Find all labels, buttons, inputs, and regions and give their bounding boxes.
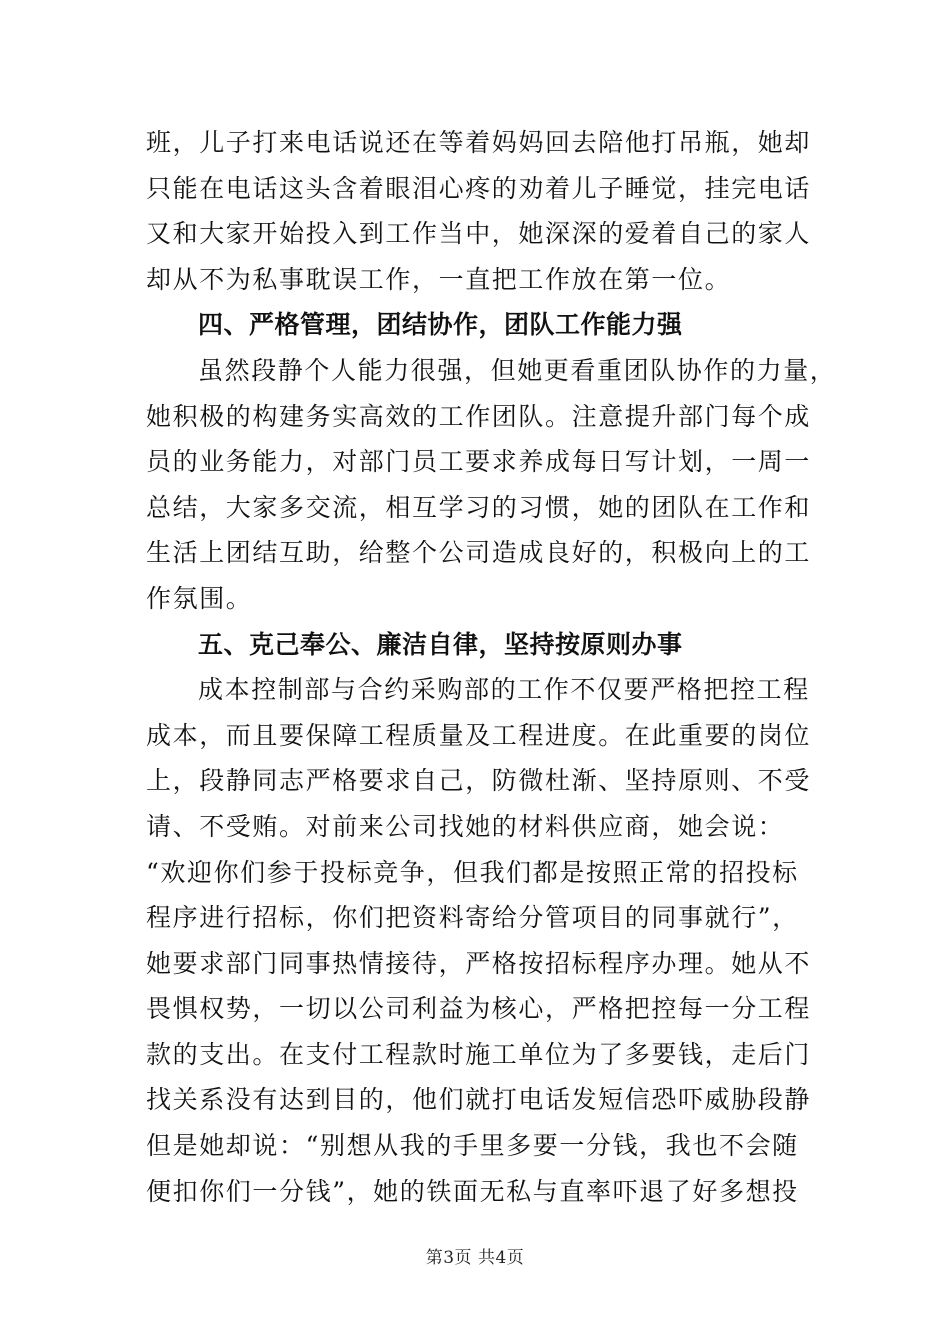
text-line: 程序进行招标，你们把资料寄给分管项目的同事就行”， [146, 903, 799, 933]
text-line: 成本，而且要保障工程质量及工程进度。在此重要的岗位 [146, 720, 812, 750]
text-line: 她要求部门同事热情接待，严格按招标程序办理。她从不 [146, 948, 812, 978]
text-line: 便扣你们一分钱”，她的铁面无私与直率吓退了好多想投 [146, 1176, 799, 1206]
text-line: 生活上团结互助，给整个公司造成良好的，积极向上的工 [146, 538, 812, 568]
section-heading: 四、严格管理，团结协作，团队工作能力强 [198, 310, 683, 340]
text-line: 只能在电话这头含着眼泪心疼的劝着儿子睡觉，挂完电话 [146, 173, 812, 203]
paragraph-first-line: 成本控制部与合约采购部的工作不仅要严格把控工程 [198, 675, 810, 705]
page-footer: 第3页 共4页 [425, 1248, 525, 1268]
text-line: 却从不为私事耽误工作，一直把工作放在第一位。 [146, 264, 732, 294]
text-line: 款的支出。在支付工程款时施工单位为了多要钱，走后门 [146, 1039, 812, 1069]
text-line: 作氛围。 [146, 583, 253, 613]
text-line: “欢迎你们参于投标竞争，但我们都是按照正常的招投标 [146, 857, 799, 887]
text-line: 但是她却说：“别想从我的手里多要一分钱，我也不会随 [146, 1131, 799, 1161]
text-line: 员的业务能力，对部门员工要求养成每日写计划，一周一 [146, 447, 812, 477]
text-line: 总结，大家多交流，相互学习的习惯，她的团队在工作和 [146, 492, 812, 522]
text-line: 她积极的构建务实高效的工作团队。注意提升部门每个成 [146, 401, 812, 431]
text-line: 找关系没有达到目的，他们就打电话发短信恐吓威胁段静 [146, 1085, 812, 1115]
text-line: 上，段静同志严格要求自己，防微杜渐、坚持原则、不受 [146, 766, 812, 796]
body-text [146, 120, 837, 1214]
text-line: 请、不受贿。对前来公司找她的材料供应商，她会说： [146, 811, 785, 841]
paragraph-first-line: 虽然段静个人能力很强，但她更看重团队协作的力量， [198, 355, 837, 385]
section-heading: 五、克己奉公、廉洁自律，坚持按原则办事 [198, 629, 683, 659]
text-line: 畏惧权势，一切以公司利益为核心，严格把控每一分工程 [146, 994, 812, 1024]
text-line: 班，儿子打来电话说还在等着妈妈回去陪他打吊瓶，她却 [146, 128, 812, 157]
text-line: 又和大家开始投入到工作当中，她深深的爱着自己的家人 [146, 219, 812, 249]
